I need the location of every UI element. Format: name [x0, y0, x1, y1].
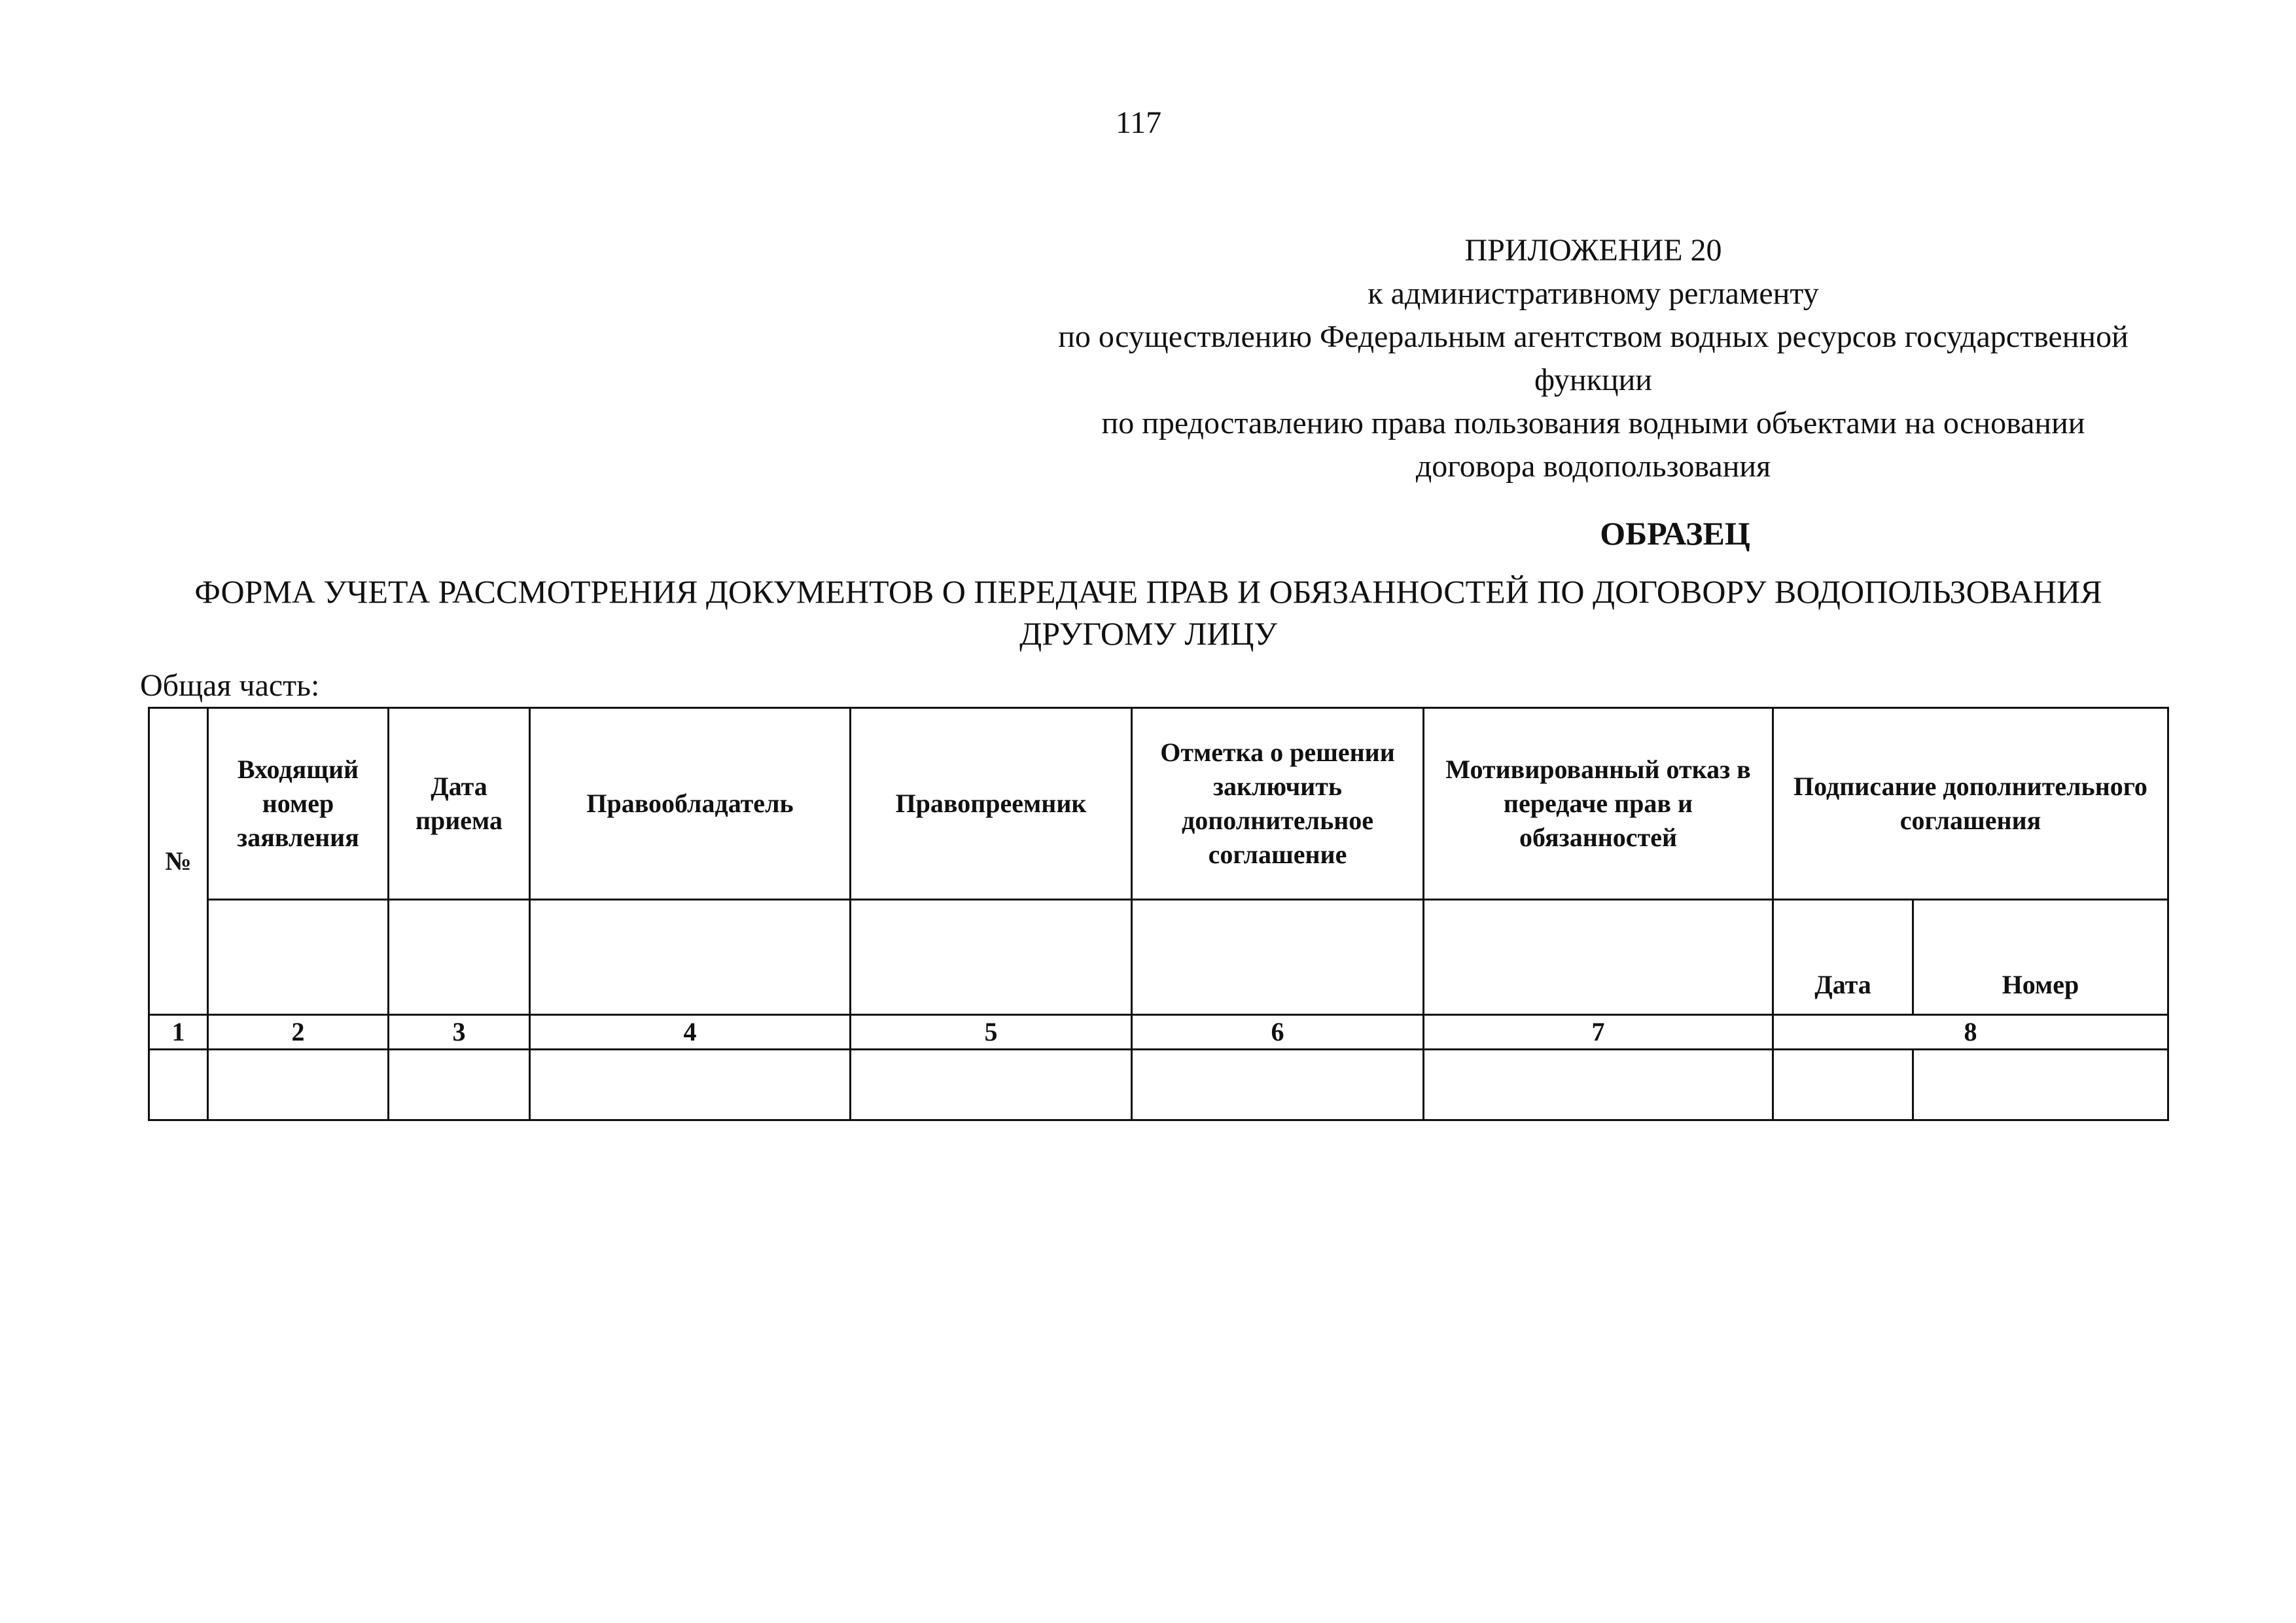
- header-decision-mark: Отметка о решении заключить дополнительное соглашение: [1132, 708, 1424, 900]
- header-right-holder: Правообладатель: [530, 708, 851, 900]
- data-cell: [851, 1050, 1132, 1120]
- form-title-line: ФОРМА УЧЕТА РАССМОТРЕНИЯ ДОКУМЕНТОВ О ПЕРЕДАЧЕ ПРАВ И ОБЯЗАННОСТЕЙ ПО ДОГОВОРУ ВОДОПОЛЬЗОВАНИЯ: [194, 573, 2102, 610]
- data-cell: [389, 1050, 530, 1120]
- general-part-label: Общая часть:: [140, 668, 320, 703]
- header-successor: Правопреемник: [851, 708, 1132, 900]
- column-number: 5: [851, 1015, 1132, 1050]
- table-subheader-row: [149, 900, 2168, 1015]
- form-title-line: ДРУГОМУ ЛИЦУ: [1019, 615, 1277, 652]
- header-incoming-number: Входящий номер заявления: [208, 708, 389, 900]
- form-title: [131, 571, 2166, 654]
- data-cell: [208, 1050, 389, 1120]
- appendix-line: договора водопользования: [1415, 449, 1771, 484]
- header-receipt-date: Дата приема: [389, 708, 530, 900]
- column-number: 7: [1424, 1015, 1773, 1050]
- header-no: №: [149, 708, 208, 1015]
- subheader-number: Номер: [1913, 900, 2168, 1015]
- column-number: 2: [208, 1015, 389, 1050]
- column-number: 8: [1773, 1015, 2168, 1050]
- empty-cell: [851, 900, 1132, 1015]
- appendix-line: по осуществлению Федеральным агентством водных ресурсов государственной: [1058, 319, 2128, 354]
- column-number: 6: [1132, 1015, 1424, 1050]
- column-numbers-row: [149, 1015, 2168, 1050]
- appendix-header: [1008, 229, 2179, 488]
- subheader-date: Дата: [1773, 900, 1913, 1015]
- data-cell: [1424, 1050, 1773, 1120]
- column-number: 1: [149, 1015, 208, 1050]
- data-cell: [149, 1050, 208, 1120]
- table-header-row: [149, 708, 2168, 900]
- column-number: 4: [530, 1015, 851, 1050]
- data-cell: [1132, 1050, 1424, 1120]
- empty-cell: [389, 900, 530, 1015]
- header-refusal: Мотивированный отказ в передаче прав и обязанностей: [1424, 708, 1773, 900]
- data-cell: [530, 1050, 851, 1120]
- table-row: [149, 1050, 2168, 1120]
- appendix-line: функции: [1534, 363, 1652, 397]
- empty-cell: [530, 900, 851, 1015]
- appendix-title: ПРИЛОЖЕНИЕ 20: [1464, 233, 1722, 268]
- page-number: 117: [1115, 105, 1162, 140]
- empty-cell: [1424, 900, 1773, 1015]
- column-number: 3: [389, 1015, 530, 1050]
- data-cell: [1913, 1050, 2168, 1120]
- data-cell: [1773, 1050, 1913, 1120]
- appendix-line: к административному регламенту: [1368, 276, 1819, 311]
- sample-label: ОБРАЗЕЦ: [1600, 515, 1750, 552]
- register-table: [148, 707, 2169, 1121]
- appendix-line: по предоставлению права пользования водными объектами на основании: [1101, 406, 2085, 440]
- header-signing: Подписание дополнительного соглашения: [1773, 708, 2168, 900]
- empty-cell: [208, 900, 389, 1015]
- empty-cell: [1132, 900, 1424, 1015]
